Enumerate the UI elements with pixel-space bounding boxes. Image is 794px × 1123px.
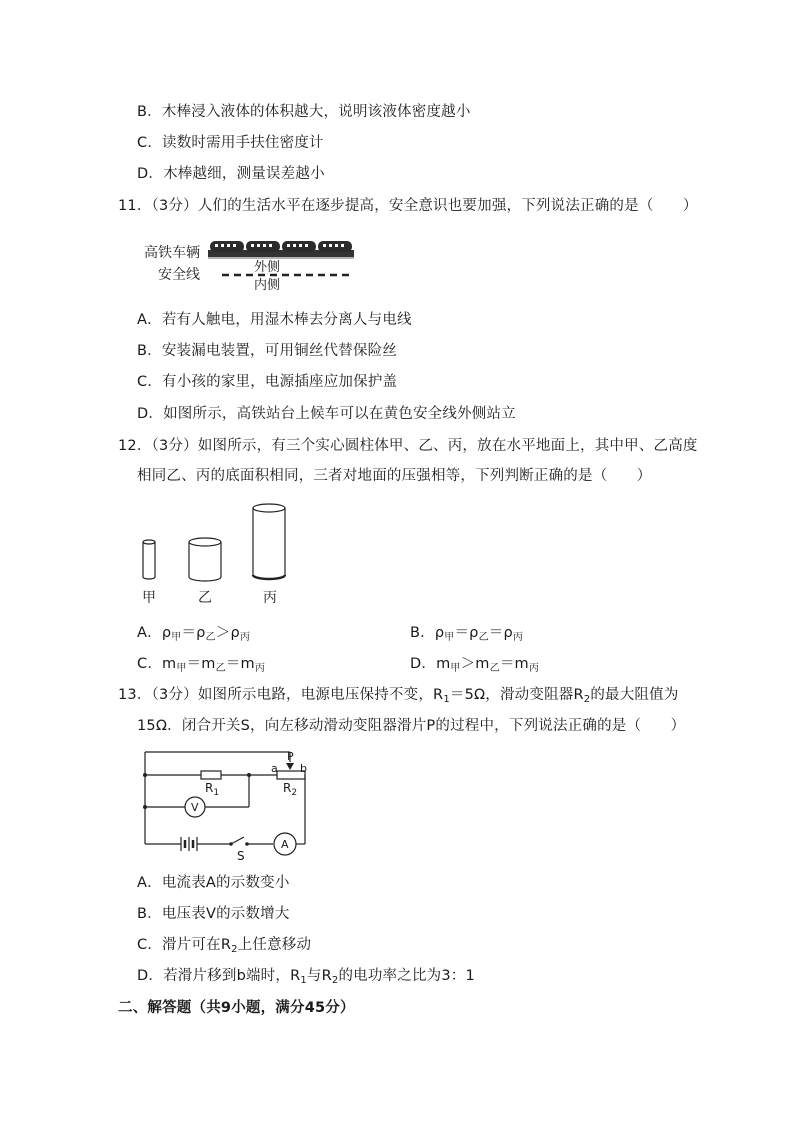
train-label: 高铁车辆: [144, 245, 200, 261]
train-car-3: [282, 241, 316, 252]
q13-option-d: D．若滑片移到b端时，$R_1$与$R_2$的电功率之比为3：1: [137, 968, 475, 986]
q13-option-b: B．电压表V的示数增大: [137, 906, 290, 922]
label-v: V: [191, 801, 199, 814]
switch-s: [231, 837, 244, 844]
q11-option-c: C．有小孩的家里，电源插座应加保护盖: [137, 374, 398, 390]
q10-option-c: C．读数时需用手扶住密度计: [137, 135, 324, 151]
label-r1: $R_1$: [205, 781, 220, 798]
q11-option-a: A．若有人触电，用湿木棒去分离人与电线: [137, 312, 412, 328]
label-bing: 丙: [263, 590, 277, 606]
q13-circuit-diagram: [138, 746, 310, 862]
train-car-1: [210, 241, 244, 252]
section-2-heading: 二、解答题（共9小题，满分45分）: [118, 1000, 355, 1016]
q12-option-b: B．$\rho_甲=\rho_乙=\rho_丙$: [410, 625, 524, 643]
slider-p: [286, 763, 294, 770]
q11-option-b: B．安装漏电装置，可用铜丝代替保险丝: [137, 343, 398, 359]
q13-option-a: A．电流表A的示数变小: [137, 875, 290, 891]
label-yi: 乙: [198, 590, 212, 606]
q12-option-d: D．$m_甲>m_乙=m_丙$: [410, 656, 540, 674]
label-b: b: [300, 762, 307, 775]
label-p: P: [287, 750, 294, 763]
q10-option-b: B．木棒浸入液体的体积越大，说明该液体密度越小: [137, 104, 471, 120]
cylinder-jia: [143, 540, 155, 579]
q13-option-c: C．滑片可在$R_2$上任意移动: [137, 937, 312, 955]
q12-figure: [132, 498, 302, 610]
q12-stem-line1: 12．（3分）如图所示，有三个实心圆柱体甲、乙、丙，放在水平地面上，其中甲、乙高度: [118, 438, 698, 454]
inner-side-label: 内侧: [254, 278, 281, 292]
outer-side-label: 外侧: [254, 260, 281, 275]
train-car-4: [318, 241, 352, 252]
resistor-r1: [201, 771, 221, 779]
q12-stem-line2: 相同乙、丙的底面积相同，三者对地面的压强相等，下列判断正确的是（ ）: [137, 468, 652, 484]
label-a-meter: A: [281, 838, 289, 851]
cylinder-yi: [189, 538, 221, 581]
q12-option-a: A．$\rho_甲=\rho_乙>\rho_丙$: [137, 625, 251, 643]
q10-option-d: D．木棒越细，测量误差越小: [137, 166, 325, 182]
q12-option-c: C．$m_甲=m_乙=m_丙$: [137, 656, 266, 674]
q11-figure: [140, 230, 365, 292]
train-car-2: [246, 241, 280, 252]
q11-stem: 11．（3分）人们的生活水平在逐步提高，安全意识也要加强，下列说法正确的是（ ）: [118, 198, 698, 214]
cylinder-bing: [253, 504, 285, 579]
label-s: S: [237, 849, 245, 862]
q11-option-d: D．如图所示，高铁站台上候车可以在黄色安全线外侧站立: [137, 406, 516, 422]
label-jia: 甲: [142, 590, 156, 606]
safety-line-label: 安全线: [158, 267, 200, 283]
label-a: a: [271, 762, 278, 775]
q13-stem-line1: 13．（3分）如图所示电路，电源电压保持不变，$R_1=5\Omega$，滑动变阻器$R_2$的最大阻值为: [118, 687, 679, 705]
label-r2: $R_2$: [283, 781, 298, 798]
q13-stem-line2: 15Ω．闭合开关S，向左移动滑动变阻器滑片P的过程中，下列说法正确的是（ ）: [137, 718, 686, 734]
battery: [181, 837, 197, 851]
